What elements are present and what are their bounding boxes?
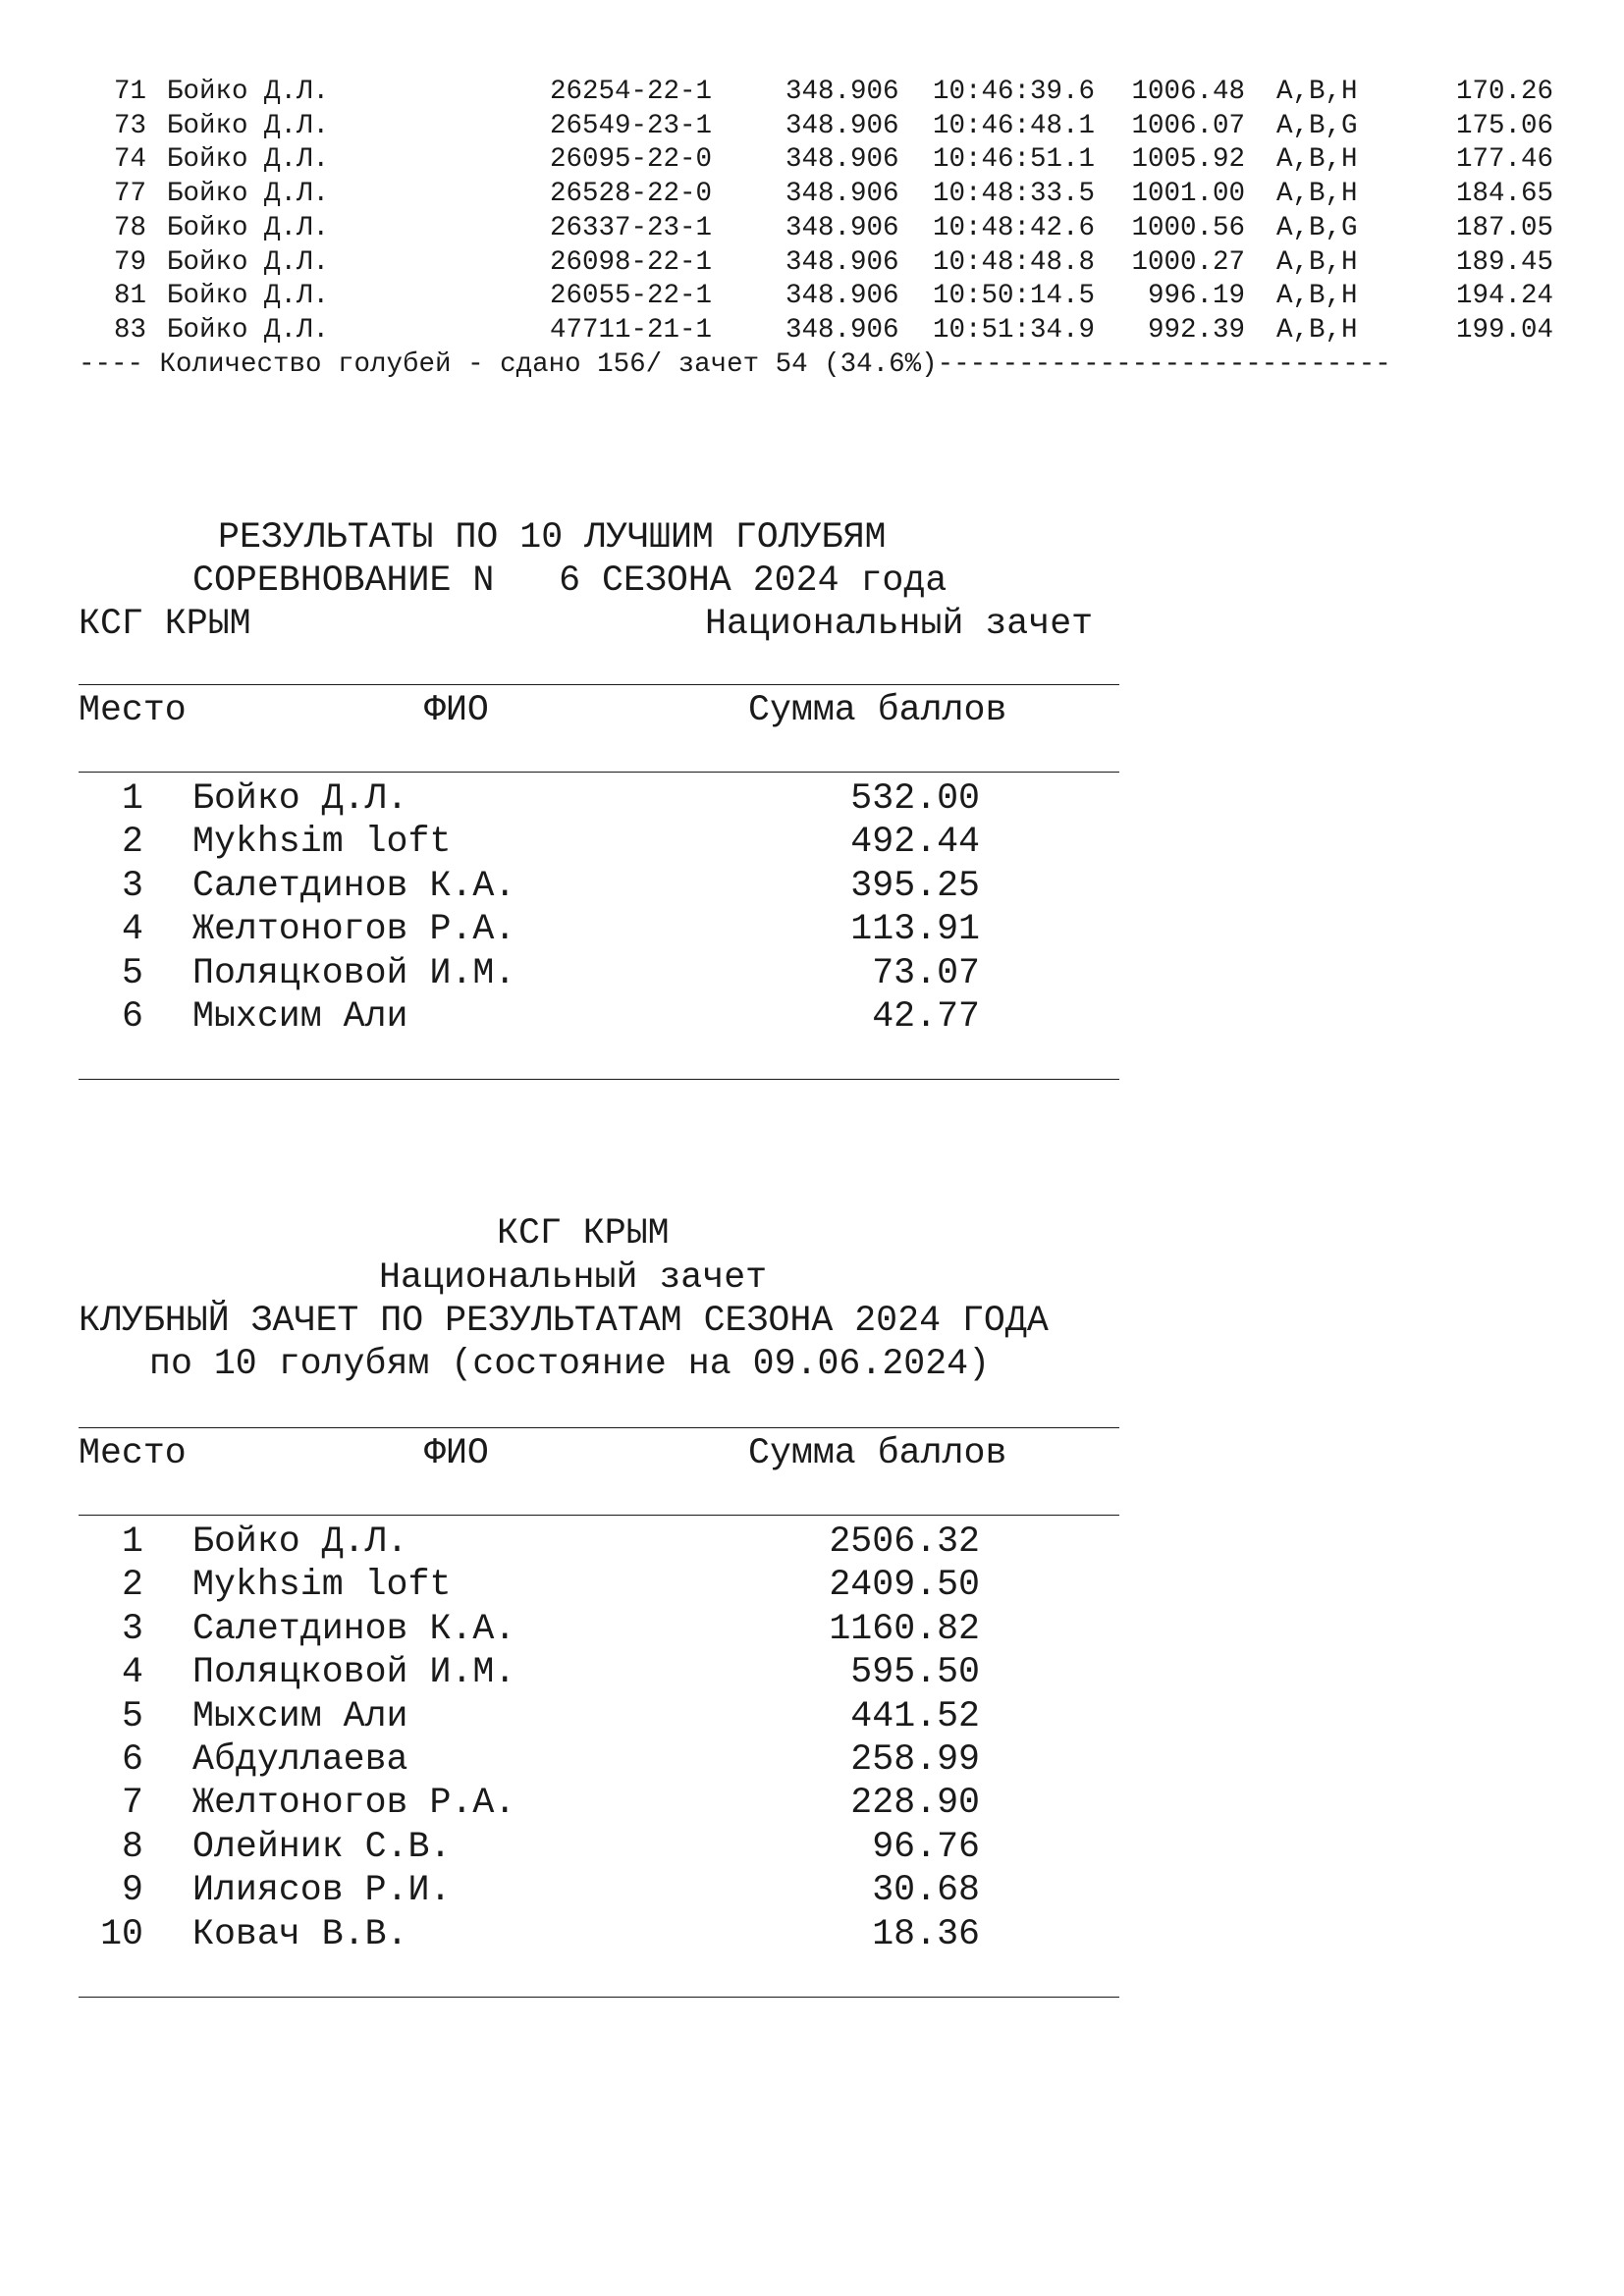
cell-name: Желтоногов Р.А.	[192, 1783, 516, 1824]
cell-name: Бойко Д.Л.	[167, 314, 330, 346]
column-header-place: Место	[79, 1433, 187, 1473]
cell-sum: 113.91	[850, 909, 980, 950]
cell-place: 6	[122, 996, 143, 1037]
cell-place: 4	[122, 1652, 143, 1693]
cell-ring: 26549-23-1	[550, 110, 713, 141]
cell-no: 79	[114, 246, 147, 278]
cell-name: Бойко Д.Л.	[192, 778, 408, 819]
cell-name: Бойко Д.Л.	[167, 281, 330, 312]
divider	[79, 772, 1119, 773]
cell-place: 5	[122, 1695, 143, 1736]
cell-name: Бойко Д.Л.	[167, 110, 330, 141]
cell-no: 74	[114, 144, 147, 176]
cell-name: Бойко Д.Л.	[167, 246, 330, 278]
cell-ring: 26337-23-1	[550, 212, 713, 243]
cell-place: 8	[122, 1826, 143, 1867]
cell-sum: 30.68	[872, 1870, 980, 1911]
cell-time: 10:48:42.6	[933, 212, 1096, 243]
divider	[79, 1079, 1119, 1080]
cell-time: 10:46:39.6	[933, 77, 1096, 107]
cell-dist: 348.906	[785, 110, 899, 141]
cell-speed: 1005.92	[1131, 144, 1245, 176]
cell-ring: 26098-22-1	[550, 246, 713, 278]
cell-place: 7	[122, 1783, 143, 1824]
cell-name: Mykhsim loft	[192, 1565, 452, 1606]
divider	[79, 1427, 1119, 1428]
cell-sum: 18.36	[872, 1913, 980, 1954]
cell-points: 199.04	[1455, 314, 1553, 346]
cell-groups: A,B,G	[1276, 110, 1358, 141]
cell-time: 10:48:48.8	[933, 246, 1096, 278]
cell-name: Бойко Д.Л.	[192, 1522, 408, 1562]
cell-time: 10:46:48.1	[933, 110, 1096, 141]
top10-subtitle: СОРЕВНОВАНИЕ N 6 СЕЗОНА 2024 года	[192, 561, 947, 601]
cell-no: 78	[114, 212, 147, 243]
top10-category: Национальный зачет	[705, 604, 1094, 644]
cell-dist: 348.906	[785, 246, 899, 278]
cell-time: 10:51:34.9	[933, 314, 1096, 346]
cell-name: Бойко Д.Л.	[167, 212, 330, 243]
cell-groups: A,B,H	[1276, 281, 1358, 312]
divider	[79, 1515, 1119, 1516]
cell-name: Бойко Д.Л.	[167, 77, 330, 107]
divider	[79, 684, 1119, 685]
cell-speed: 992.39	[1147, 314, 1245, 346]
cell-sum: 258.99	[850, 1739, 980, 1780]
cell-dist: 348.906	[785, 212, 899, 243]
cell-sum: 228.90	[850, 1783, 980, 1824]
column-header-sum: Сумма баллов	[748, 1433, 1007, 1473]
cell-dist: 348.906	[785, 144, 899, 176]
cell-name: Ковач В.В.	[192, 1913, 408, 1954]
cell-name: Бойко Д.Л.	[167, 179, 330, 210]
cell-groups: A,B,H	[1276, 77, 1358, 107]
cell-sum: 73.07	[872, 952, 980, 993]
cell-name: Поляцковой И.М.	[192, 1652, 516, 1693]
cell-speed: 1006.48	[1131, 77, 1245, 107]
cell-no: 83	[114, 314, 147, 346]
cell-points: 187.05	[1455, 212, 1553, 243]
cell-dist: 348.906	[785, 281, 899, 312]
cell-points: 177.46	[1455, 144, 1553, 176]
column-header-place: Место	[79, 690, 187, 730]
cell-ring: 47711-21-1	[550, 314, 713, 346]
cell-sum: 492.44	[850, 822, 980, 863]
cell-points: 170.26	[1455, 77, 1553, 107]
cell-groups: A,B,H	[1276, 314, 1358, 346]
cell-no: 73	[114, 110, 147, 141]
cell-place: 5	[122, 952, 143, 993]
cell-points: 175.06	[1455, 110, 1553, 141]
cell-name: Олейник С.В.	[192, 1826, 452, 1867]
cell-name: Илиясов Р.И.	[192, 1870, 452, 1911]
cell-ring: 26095-22-0	[550, 144, 713, 176]
cell-groups: A,B,H	[1276, 179, 1358, 210]
top10-club: КСГ КРЫМ	[79, 604, 251, 644]
cell-points: 184.65	[1455, 179, 1553, 210]
season-category: Национальный зачет	[379, 1257, 768, 1298]
divider	[79, 1997, 1119, 1998]
cell-points: 194.24	[1455, 281, 1553, 312]
cell-no: 81	[114, 281, 147, 312]
cell-sum: 96.76	[872, 1826, 980, 1867]
cell-points: 189.45	[1455, 246, 1553, 278]
cell-ring: 26254-22-1	[550, 77, 713, 107]
cell-sum: 595.50	[850, 1652, 980, 1693]
cell-sum: 1160.82	[829, 1608, 980, 1649]
cell-sum: 42.77	[872, 996, 980, 1037]
cell-speed: 1000.27	[1131, 246, 1245, 278]
cell-dist: 348.906	[785, 314, 899, 346]
cell-no: 71	[114, 77, 147, 107]
cell-place: 1	[122, 1522, 143, 1562]
cell-sum: 2506.32	[829, 1522, 980, 1562]
cell-place: 3	[122, 865, 143, 906]
cell-sum: 395.25	[850, 865, 980, 906]
cell-place: 2	[122, 822, 143, 863]
cell-speed: 1006.07	[1131, 110, 1245, 141]
cell-speed: 1000.56	[1131, 212, 1245, 243]
cell-dist: 348.906	[785, 77, 899, 107]
cell-dist: 348.906	[785, 179, 899, 210]
cell-name: Абдуллаева	[192, 1739, 408, 1780]
column-header-name: ФИО	[424, 690, 489, 730]
cell-name: Салетдинов К.А.	[192, 865, 516, 906]
top10-title: РЕЗУЛЬТАТЫ ПО 10 ЛУЧШИМ ГОЛУБЯМ	[218, 517, 887, 558]
cell-groups: A,B,H	[1276, 144, 1358, 176]
cell-name: Мыхсим Али	[192, 1695, 408, 1736]
cell-name: Мыхсим Али	[192, 996, 408, 1037]
cell-place: 1	[122, 778, 143, 819]
cell-ring: 26528-22-0	[550, 179, 713, 210]
season-subtitle: по 10 голубям (состояние на 09.06.2024)	[149, 1344, 991, 1384]
cell-speed: 1001.00	[1131, 179, 1245, 210]
season-title: КЛУБНЫЙ ЗАЧЕТ ПО РЕЗУЛЬТАТАМ СЕЗОНА 2024 ГОДА	[79, 1301, 1049, 1341]
cell-time: 10:50:14.5	[933, 281, 1096, 312]
cell-place: 9	[122, 1870, 143, 1911]
cell-sum: 441.52	[850, 1695, 980, 1736]
cell-ring: 26055-22-1	[550, 281, 713, 312]
cell-sum: 532.00	[850, 778, 980, 819]
cell-no: 77	[114, 179, 147, 210]
cell-place: 2	[122, 1565, 143, 1606]
cell-name: Бойко Д.Л.	[167, 144, 330, 176]
cell-name: Поляцковой И.М.	[192, 952, 516, 993]
cell-place: 4	[122, 909, 143, 950]
cell-place: 10	[100, 1913, 143, 1954]
cell-name: Желтоногов Р.А.	[192, 909, 516, 950]
cell-name: Салетдинов К.А.	[192, 1608, 516, 1649]
column-header-name: ФИО	[424, 1433, 489, 1473]
summary-line: ---- Количество голубей - сдано 156/ зачет 54 (34.6%)----------------------------	[79, 348, 1391, 380]
cell-groups: A,B,H	[1276, 246, 1358, 278]
cell-name: Mykhsim loft	[192, 822, 452, 863]
column-header-sum: Сумма баллов	[748, 690, 1007, 730]
season-club: КСГ КРЫМ	[497, 1213, 670, 1254]
cell-time: 10:46:51.1	[933, 144, 1096, 176]
cell-sum: 2409.50	[829, 1565, 980, 1606]
cell-place: 6	[122, 1739, 143, 1780]
cell-groups: A,B,G	[1276, 212, 1358, 243]
cell-place: 3	[122, 1608, 143, 1649]
cell-speed: 996.19	[1147, 281, 1245, 312]
cell-time: 10:48:33.5	[933, 179, 1096, 210]
